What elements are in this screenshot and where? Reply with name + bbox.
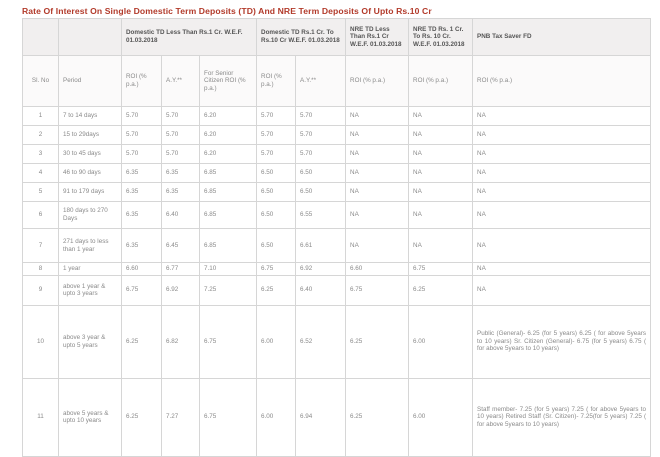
cell-nre2: 6.25 — [409, 275, 473, 305]
cell-period: above 5 years & upto 10 years — [59, 378, 122, 456]
cell-ay2: 6.94 — [296, 378, 346, 456]
cell-ay2: 6.50 — [296, 183, 346, 202]
table-row — [23, 275, 651, 305]
cell-pnb: NA — [473, 263, 651, 276]
cell-nre2: NA — [409, 145, 473, 164]
cell-roi: 6.35 — [122, 202, 162, 229]
cell-roi: 6.60 — [122, 263, 162, 276]
cell-ay: 7.27 — [162, 378, 200, 456]
cell-period: 30 to 45 days — [59, 145, 122, 164]
cell-ay2: 5.70 — [296, 107, 346, 126]
header-blank-period — [59, 19, 122, 56]
cell-nre1: 6.75 — [346, 275, 409, 305]
subheader-row — [23, 56, 651, 107]
cell-ay: 5.70 — [162, 126, 200, 145]
interest-rate-table — [22, 18, 651, 457]
cell-nre2: NA — [409, 164, 473, 183]
subheader-roi-nre2: ROI (% p.a.) — [409, 56, 473, 107]
cell-ay: 6.45 — [162, 229, 200, 263]
subheader-roi-nre1: ROI (% p.a.) — [346, 56, 409, 107]
table-row — [23, 378, 651, 456]
cell-pnb: Public (General)- 6.25 (for 5 years) 6.25 ( for above 5years to 10 years) Sr. Citizen (General)- 6.75 (for 5 years) 6.75 ( for above 5years to 10 years) — [473, 305, 651, 378]
cell-period: above 1 year & upto 3 years — [59, 275, 122, 305]
cell-roi: 5.70 — [122, 126, 162, 145]
cell-roi: 6.75 — [122, 275, 162, 305]
subheader-roi: ROI (% p.a.) — [122, 56, 162, 107]
subheader-roi-pnb: ROI (% p.a.) — [473, 56, 651, 107]
cell-roi2: 5.70 — [257, 107, 296, 126]
cell-roi: 6.35 — [122, 183, 162, 202]
cell-period: 15 to 29days — [59, 126, 122, 145]
cell-sl: 10 — [23, 305, 59, 378]
cell-ay2: 6.40 — [296, 275, 346, 305]
cell-ay: 6.35 — [162, 183, 200, 202]
cell-senior: 7.25 — [200, 275, 257, 305]
cell-sl: 8 — [23, 263, 59, 276]
cell-sl: 9 — [23, 275, 59, 305]
cell-roi: 6.25 — [122, 378, 162, 456]
cell-roi: 6.25 — [122, 305, 162, 378]
cell-roi: 5.70 — [122, 145, 162, 164]
cell-nre1: NA — [346, 107, 409, 126]
cell-nre2: NA — [409, 107, 473, 126]
table-row — [23, 263, 651, 276]
cell-roi2: 6.50 — [257, 183, 296, 202]
cell-nre1: 6.25 — [346, 378, 409, 456]
cell-nre1: NA — [346, 164, 409, 183]
cell-ay: 5.70 — [162, 107, 200, 126]
cell-nre1: NA — [346, 229, 409, 263]
table-row — [23, 126, 651, 145]
cell-sl: 3 — [23, 145, 59, 164]
cell-period: 46 to 90 days — [59, 164, 122, 183]
cell-pnb: NA — [473, 126, 651, 145]
cell-nre1: NA — [346, 145, 409, 164]
cell-ay: 6.35 — [162, 164, 200, 183]
cell-roi2: 5.70 — [257, 145, 296, 164]
cell-ay: 6.82 — [162, 305, 200, 378]
table-row — [23, 202, 651, 229]
cell-ay2: 6.92 — [296, 263, 346, 276]
header-nre-1-10cr: NRE TD Rs. 1 Cr. To Rs. 10 Cr. W.E.F. 01.03.2018 — [409, 19, 473, 56]
cell-period: 271 days to less than 1 year — [59, 229, 122, 263]
cell-period: 180 days to 270 Days — [59, 202, 122, 229]
subheader-sl-no: Sl. No — [23, 56, 59, 107]
cell-period: 91 to 179 days — [59, 183, 122, 202]
cell-senior: 6.20 — [200, 145, 257, 164]
subheader-ay2: A.Y.** — [296, 56, 346, 107]
cell-nre2: NA — [409, 202, 473, 229]
cell-roi2: 6.00 — [257, 378, 296, 456]
cell-ay: 6.92 — [162, 275, 200, 305]
header-domestic-1-10cr: Domestic TD Rs.1 Cr. To Rs.10 Cr W.E.F. 01.03.2018 — [257, 19, 346, 56]
subheader-ay: A.Y.** — [162, 56, 200, 107]
header-pnb-tax-saver: PNB Tax Saver FD — [473, 19, 651, 56]
cell-nre2: 6.00 — [409, 378, 473, 456]
cell-pnb: NA — [473, 229, 651, 263]
cell-nre1: 6.60 — [346, 263, 409, 276]
cell-roi2: 6.50 — [257, 229, 296, 263]
cell-roi2: 6.00 — [257, 305, 296, 378]
cell-senior: 6.85 — [200, 229, 257, 263]
cell-senior: 6.20 — [200, 107, 257, 126]
cell-senior: 7.10 — [200, 263, 257, 276]
cell-roi2: 6.50 — [257, 164, 296, 183]
cell-senior: 6.75 — [200, 305, 257, 378]
cell-pnb: NA — [473, 183, 651, 202]
cell-pnb: Staff member- 7.25 (for 5 years) 7.25 ( for above 5years to 10 years) Retired Staff (Sr. Citizen)- 7.25(for 5 years) 7.25 ( for above 5years to 10 years) — [473, 378, 651, 456]
table-row — [23, 164, 651, 183]
cell-pnb: NA — [473, 107, 651, 126]
table-row — [23, 107, 651, 126]
header-blank-sl — [23, 19, 59, 56]
cell-ay: 6.77 — [162, 263, 200, 276]
cell-pnb: NA — [473, 164, 651, 183]
cell-period: 7 to 14 days — [59, 107, 122, 126]
cell-pnb: NA — [473, 202, 651, 229]
cell-pnb: NA — [473, 145, 651, 164]
table-row — [23, 145, 651, 164]
cell-senior: 6.85 — [200, 183, 257, 202]
cell-roi: 6.35 — [122, 164, 162, 183]
cell-nre1: 6.25 — [346, 305, 409, 378]
cell-pnb: NA — [473, 275, 651, 305]
cell-ay2: 6.61 — [296, 229, 346, 263]
table-row — [23, 305, 651, 378]
cell-ay2: 5.70 — [296, 126, 346, 145]
cell-nre1: NA — [346, 202, 409, 229]
cell-senior: 6.85 — [200, 202, 257, 229]
cell-nre1: NA — [346, 126, 409, 145]
cell-nre2: NA — [409, 229, 473, 263]
subheader-senior: For Senior Citizen ROI (% p.a.) — [200, 56, 257, 107]
cell-ay2: 6.55 — [296, 202, 346, 229]
cell-period: above 3 year & upto 5 years — [59, 305, 122, 378]
cell-ay: 6.40 — [162, 202, 200, 229]
cell-sl: 11 — [23, 378, 59, 456]
table-row — [23, 183, 651, 202]
cell-senior: 6.75 — [200, 378, 257, 456]
cell-sl: 7 — [23, 229, 59, 263]
cell-roi2: 6.25 — [257, 275, 296, 305]
cell-sl: 4 — [23, 164, 59, 183]
cell-ay2: 5.70 — [296, 145, 346, 164]
cell-nre2: NA — [409, 126, 473, 145]
header-domestic-lt-1cr: Domestic TD Less Than Rs.1 Cr. W.E.F. 01.03.2018 — [122, 19, 257, 56]
cell-sl: 6 — [23, 202, 59, 229]
cell-roi: 5.70 — [122, 107, 162, 126]
cell-nre2: 6.75 — [409, 263, 473, 276]
header-nre-lt-1cr: NRE TD Less Than Rs.1 Cr W.E.F. 01.03.2018 — [346, 19, 409, 56]
cell-ay2: 6.50 — [296, 164, 346, 183]
table-caption: Rate Of Interest On Single Domestic Term Deposits (TD) And NRE Term Deposits Of Upto Rs.10 Cr — [22, 6, 432, 16]
cell-sl: 2 — [23, 126, 59, 145]
cell-senior: 6.20 — [200, 126, 257, 145]
cell-senior: 6.85 — [200, 164, 257, 183]
cell-sl: 1 — [23, 107, 59, 126]
cell-period: 1 year — [59, 263, 122, 276]
cell-roi: 6.35 — [122, 229, 162, 263]
cell-sl: 5 — [23, 183, 59, 202]
cell-roi2: 5.70 — [257, 126, 296, 145]
cell-ay2: 6.52 — [296, 305, 346, 378]
cell-roi2: 6.75 — [257, 263, 296, 276]
subheader-roi2: ROI (% p.a.) — [257, 56, 296, 107]
cell-ay: 5.70 — [162, 145, 200, 164]
cell-nre2: 6.00 — [409, 305, 473, 378]
table-row — [23, 229, 651, 263]
cell-nre1: NA — [346, 183, 409, 202]
cell-roi2: 6.50 — [257, 202, 296, 229]
cell-nre2: NA — [409, 183, 473, 202]
subheader-period: Period — [59, 56, 122, 107]
